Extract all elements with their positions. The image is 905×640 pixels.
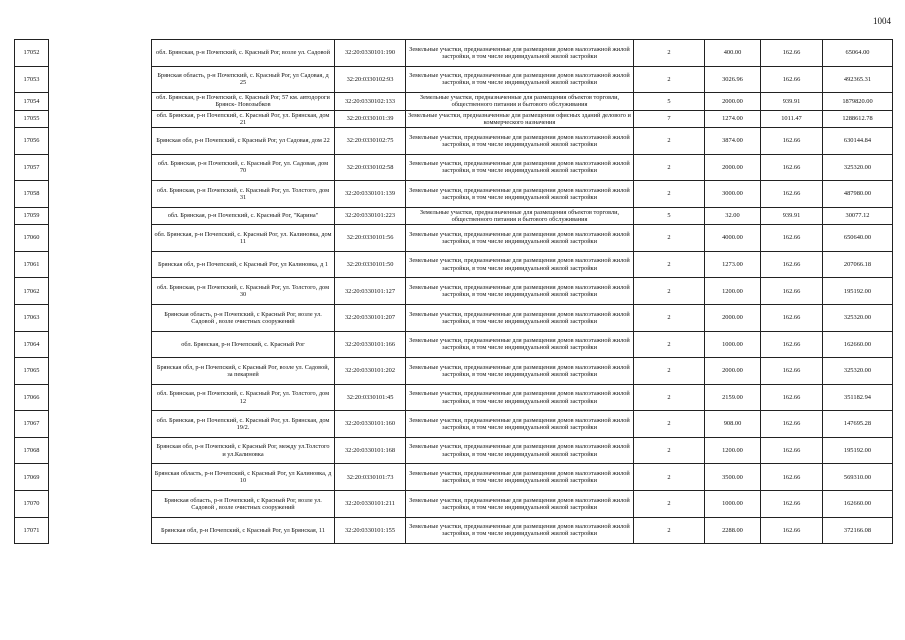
specific-value-cell: 162.66 [761,491,823,518]
group-number-cell: 2 [634,181,705,208]
land-use-category-cell: Земельные участки, предназначенные для размещения домов малоэтажной жилой застройки, в том числе индивидуальной жилой застройки [406,66,634,93]
group-number-cell: 2 [634,304,705,331]
cadastral-value-cell: 325320.00 [823,154,893,181]
group-number-cell: 2 [634,491,705,518]
row-number: 17057 [15,154,49,181]
spacer-cell [49,207,152,224]
row-number: 17070 [15,491,49,518]
address-cell: обл. Брянская, р-н Почепский, с. Красный Рог, ул. Калиновка, дом 11 [152,225,335,252]
land-use-category-cell: Земельные участки, предназначенные для размещения домов малоэтажной жилой застройки, в том числе индивидуальной жилой застройки [406,278,634,305]
land-use-category-cell: Земельные участки, предназначенные для размещения объектов торговли, общественного питания и бытового обслуживания [406,207,634,224]
address-cell: обл. Брянская, р-н Почепский, с. Красный Рог, ул. Толстого, дом 12 [152,384,335,411]
cadastral-number-cell: 32:20:0330101:211 [335,491,406,518]
table-row [15,207,893,224]
spacer-cell [49,411,152,438]
cadastral-value-table [14,39,893,544]
area-cell: 3874.00 [705,127,761,154]
table-row [15,304,893,331]
group-number-cell: 2 [634,331,705,358]
cadastral-value-cell: 1879820.00 [823,93,893,110]
page-number: 1004 [873,16,891,26]
address-cell: Брянская область, р-н Почепский, с Красный Рог, возле ул. Садовой , возле очистных сооружений [152,491,335,518]
cadastral-value-cell: 195192.00 [823,278,893,305]
row-number: 17064 [15,331,49,358]
specific-value-cell: 162.66 [761,40,823,67]
spacer-cell [49,40,152,67]
land-use-category-cell: Земельные участки, предназначенные для размещения домов малоэтажной жилой застройки, в том числе индивидуальной жилой застройки [406,411,634,438]
table-row [15,411,893,438]
address-cell: обл. Брянская, р-н Почепский, с. Красный Рог, ул. Брянская, дом 19/2. [152,411,335,438]
specific-value-cell: 162.66 [761,304,823,331]
area-cell: 908.00 [705,411,761,438]
land-use-category-cell: Земельные участки, предназначенные для размещения домов малоэтажной жилой застройки, в том числе индивидуальной жилой застройки [406,181,634,208]
group-number-cell: 2 [634,384,705,411]
spacer-cell [49,437,152,464]
row-number: 17065 [15,358,49,385]
cadastral-value-cell: 650640.00 [823,225,893,252]
land-use-category-cell: Земельные участки, предназначенные для размещения домов малоэтажной жилой застройки, в том числе индивидуальной жилой застройки [406,251,634,278]
address-cell: Брянская обл, р-н Почепский, с Красный Рог, ул Брянская, 11 [152,517,335,544]
address-cell: Брянская обл, р-н Почепский, с Красный Рог, ул Калиновка, д 1 [152,251,335,278]
cadastral-value-cell: 325320.00 [823,304,893,331]
group-number-cell: 2 [634,464,705,491]
spacer-cell [49,304,152,331]
row-number: 17056 [15,127,49,154]
table-body [15,40,893,544]
specific-value-cell: 162.66 [761,331,823,358]
land-use-category-cell: Земельные участки, предназначенные для размещения домов малоэтажной жилой застройки, в том числе индивидуальной жилой застройки [406,517,634,544]
table-row [15,278,893,305]
area-cell: 1200.00 [705,437,761,464]
group-number-cell: 2 [634,66,705,93]
table-row [15,110,893,127]
land-use-category-cell: Земельные участки, предназначенные для размещения домов малоэтажной жилой застройки, в том числе индивидуальной жилой застройки [406,304,634,331]
row-number: 17055 [15,110,49,127]
group-number-cell: 2 [634,225,705,252]
address-cell: Брянская область, р-н Почепский, с Красный Рог, возле ул. Садовой , возле очистных сооружений [152,304,335,331]
row-number: 17058 [15,181,49,208]
group-number-cell: 2 [634,127,705,154]
land-use-category-cell: Земельные участки, предназначенные для размещения объектов торговли, общественного питания и бытового обслуживания [406,93,634,110]
row-number: 17068 [15,437,49,464]
row-number: 17069 [15,464,49,491]
cadastral-value-cell: 195192.00 [823,437,893,464]
specific-value-cell: 162.66 [761,225,823,252]
row-number: 17067 [15,411,49,438]
land-use-category-cell: Земельные участки, предназначенные для размещения офисных зданий делового и коммерческого назначения [406,110,634,127]
cadastral-number-cell: 32:20:0330101:127 [335,278,406,305]
address-cell: Брянская область, р-н Почепский, с Красный Рог, ул Калиновка, д 10 [152,464,335,491]
spacer-cell [49,464,152,491]
specific-value-cell: 162.66 [761,278,823,305]
cadastral-number-cell: 32:20:0330101:73 [335,464,406,491]
area-cell: 3026.96 [705,66,761,93]
table-row [15,358,893,385]
spacer-cell [49,358,152,385]
group-number-cell: 2 [634,251,705,278]
address-cell: Брянская обл, р-н Почепский, с Красный Рог, возле ул. Садовой, за пекарней [152,358,335,385]
table-row [15,127,893,154]
group-number-cell: 2 [634,154,705,181]
cadastral-number-cell: 32:20:0330101:50 [335,251,406,278]
cadastral-number-cell: 32:20:0330101:45 [335,384,406,411]
group-number-cell: 2 [634,40,705,67]
specific-value-cell: 162.66 [761,464,823,491]
cadastral-value-cell: 351182.94 [823,384,893,411]
cadastral-number-cell: 32:20:0330102:133 [335,93,406,110]
spacer-cell [49,384,152,411]
specific-value-cell: 162.66 [761,66,823,93]
row-number: 17062 [15,278,49,305]
cadastral-number-cell: 32:20:0330101:139 [335,181,406,208]
address-cell: Брянская область, р-н Почепский, с. Красный Рог, ул Садовая, д 25 [152,66,335,93]
row-number: 17071 [15,517,49,544]
specific-value-cell: 162.66 [761,358,823,385]
specific-value-cell: 162.66 [761,154,823,181]
address-cell: обл. Брянская, р-н Почепский, с. Красный Рог, ул. Толстого, дом 31 [152,181,335,208]
land-use-category-cell: Земельные участки, предназначенные для размещения домов малоэтажной жилой застройки, в том числе индивидуальной жилой застройки [406,331,634,358]
address-cell: обл. Брянская, р-н Почепский, с. Красный Рог, ул. Садовая, дом 70 [152,154,335,181]
table-row [15,154,893,181]
row-number: 17060 [15,225,49,252]
specific-value-cell: 162.66 [761,251,823,278]
table-row [15,66,893,93]
cadastral-number-cell: 32:20:0330101:166 [335,331,406,358]
group-number-cell: 2 [634,358,705,385]
specific-value-cell: 162.66 [761,127,823,154]
cadastral-value-cell: 65064.00 [823,40,893,67]
group-number-cell: 5 [634,207,705,224]
cadastral-number-cell: 32:20:0330101:160 [335,411,406,438]
address-cell: обл. Брянская, р-н Почепский, с. Красный Рог, ул. Брянская, дом 21 [152,110,335,127]
cadastral-number-cell: 32:20:0330101:190 [335,40,406,67]
spacer-cell [49,491,152,518]
land-use-category-cell: Земельные участки, предназначенные для размещения домов малоэтажной жилой застройки, в том числе индивидуальной жилой застройки [406,154,634,181]
spacer-cell [49,278,152,305]
area-cell: 3000.00 [705,181,761,208]
land-use-category-cell: Земельные участки, предназначенные для размещения домов малоэтажной жилой застройки, в том числе индивидуальной жилой застройки [406,225,634,252]
table-row [15,437,893,464]
spacer-cell [49,251,152,278]
cadastral-value-cell: 207066.18 [823,251,893,278]
cadastral-number-cell: 32:20:0330101:56 [335,225,406,252]
table-row [15,251,893,278]
cadastral-value-cell: 569310.00 [823,464,893,491]
row-number: 17063 [15,304,49,331]
area-cell: 1273.00 [705,251,761,278]
cadastral-value-cell: 147695.28 [823,411,893,438]
group-number-cell: 5 [634,93,705,110]
cadastral-number-cell: 32:20:0330102:93 [335,66,406,93]
cadastral-number-cell: 32:20:0330102:58 [335,154,406,181]
spacer-cell [49,127,152,154]
specific-value-cell: 162.66 [761,437,823,464]
area-cell: 2000.00 [705,154,761,181]
spacer-cell [49,66,152,93]
table-row [15,464,893,491]
address-cell: обл. Брянская, р-н Почепский, с. Красный Рог [152,331,335,358]
table-row [15,225,893,252]
group-number-cell: 2 [634,437,705,464]
specific-value-cell: 1011.47 [761,110,823,127]
land-use-category-cell: Земельные участки, предназначенные для размещения домов малоэтажной жилой застройки, в том числе индивидуальной жилой застройки [406,384,634,411]
group-number-cell: 2 [634,278,705,305]
cadastral-number-cell: 32:20:0330101:207 [335,304,406,331]
cadastral-number-cell: 32:20:0330101:39 [335,110,406,127]
spacer-cell [49,331,152,358]
cadastral-number-cell: 32:20:0330101:223 [335,207,406,224]
row-number: 17052 [15,40,49,67]
spacer-cell [49,225,152,252]
spacer-cell [49,181,152,208]
area-cell: 32.00 [705,207,761,224]
row-number: 17054 [15,93,49,110]
cadastral-number-cell: 32:20:0330101:155 [335,517,406,544]
cadastral-value-cell: 1288612.78 [823,110,893,127]
address-cell: обл. Брянская, р-н Почепский, с. Красный Рог, возле ул. Садовой [152,40,335,67]
group-number-cell: 7 [634,110,705,127]
row-number: 17059 [15,207,49,224]
row-number: 17066 [15,384,49,411]
cadastral-number-cell: 32:20:0330101:202 [335,358,406,385]
area-cell: 400.00 [705,40,761,67]
address-cell: обл. Брянская, р-н Почепский, с. Красный Рог, "Карина" [152,207,335,224]
group-number-cell: 2 [634,411,705,438]
address-cell: Брянская обл, р-н Почепский, с Красный Рог, ул Садовая, дом 22 [152,127,335,154]
row-number: 17053 [15,66,49,93]
area-cell: 1000.00 [705,491,761,518]
cadastral-value-cell: 162660.00 [823,331,893,358]
land-use-category-cell: Земельные участки, предназначенные для размещения домов малоэтажной жилой застройки, в том числе индивидуальной жилой застройки [406,127,634,154]
area-cell: 2000.00 [705,304,761,331]
area-cell: 2000.00 [705,358,761,385]
cadastral-value-cell: 30077.12 [823,207,893,224]
cadastral-number-cell: 32:20:0330102:75 [335,127,406,154]
land-use-category-cell: Земельные участки, предназначенные для размещения домов малоэтажной жилой застройки, в том числе индивидуальной жилой застройки [406,491,634,518]
specific-value-cell: 162.66 [761,181,823,208]
cadastral-value-cell: 162660.00 [823,491,893,518]
land-use-category-cell: Земельные участки, предназначенные для размещения домов малоэтажной жилой застройки, в том числе индивидуальной жилой застройки [406,40,634,67]
area-cell: 1274.00 [705,110,761,127]
area-cell: 4000.00 [705,225,761,252]
table-row [15,93,893,110]
row-number: 17061 [15,251,49,278]
spacer-cell [49,93,152,110]
table-row [15,40,893,67]
table-row [15,384,893,411]
specific-value-cell: 939.91 [761,207,823,224]
cadastral-value-cell: 630144.84 [823,127,893,154]
cadastral-value-cell: 492365.31 [823,66,893,93]
cadastral-value-cell: 487980.00 [823,181,893,208]
address-cell: обл. Брянская, р-н Почепский, с. Красный Рог, ул. Толстого, дом 30 [152,278,335,305]
area-cell: 2288.00 [705,517,761,544]
spacer-cell [49,517,152,544]
specific-value-cell: 939.91 [761,93,823,110]
table-row [15,491,893,518]
cadastral-number-cell: 32:20:0330101:168 [335,437,406,464]
spacer-cell [49,110,152,127]
specific-value-cell: 162.66 [761,411,823,438]
spacer-cell [49,154,152,181]
table-row [15,181,893,208]
land-use-category-cell: Земельные участки, предназначенные для размещения домов малоэтажной жилой застройки, в том числе индивидуальной жилой застройки [406,358,634,385]
land-use-category-cell: Земельные участки, предназначенные для размещения домов малоэтажной жилой застройки, в том числе индивидуальной жилой застройки [406,437,634,464]
area-cell: 2159.00 [705,384,761,411]
area-cell: 1200.00 [705,278,761,305]
land-use-category-cell: Земельные участки, предназначенные для размещения домов малоэтажной жилой застройки, в том числе индивидуальной жилой застройки [406,464,634,491]
area-cell: 3500.00 [705,464,761,491]
area-cell: 1000.00 [705,331,761,358]
specific-value-cell: 162.66 [761,384,823,411]
cadastral-value-cell: 372166.08 [823,517,893,544]
specific-value-cell: 162.66 [761,517,823,544]
table-row [15,331,893,358]
cadastral-value-cell: 325320.00 [823,358,893,385]
area-cell: 2000.00 [705,93,761,110]
address-cell: Брянская обл, р-н Почепский, с Красный Рог, между ул.Толстого и ул.Калиновка [152,437,335,464]
table-row [15,517,893,544]
group-number-cell: 2 [634,517,705,544]
address-cell: обл. Брянская, р-н Почепский, с. Красный Рог, 57 км. автодороги Брянск- Новозыбков [152,93,335,110]
